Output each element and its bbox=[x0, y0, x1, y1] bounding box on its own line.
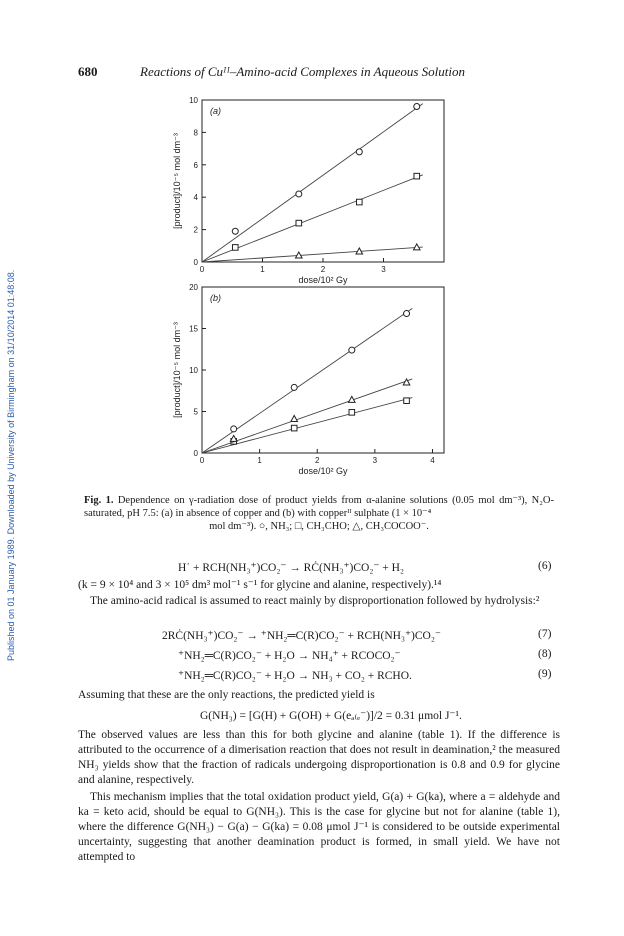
x-tick-label: 3 bbox=[372, 456, 378, 465]
paragraph-radical: The amino-acid radical is assumed to react mainly by disproportionation followed by hydrolysis:² bbox=[90, 595, 540, 607]
paragraph-observed: The observed values are less than this for both glycine and alanine (table 1). If the difference is attributed to the occurrence of a dimerisation reaction that does not result in deamination,² the measured NH₃ yields show that the fraction of radicals undergoing disproportionation is 0.8 and 0.9 for glycine and alanine, respectively. bbox=[78, 729, 560, 786]
data-point-square bbox=[232, 245, 238, 251]
x-tick-label: 3 bbox=[381, 265, 386, 274]
paragraph-rate-constants: (k = 9 × 10⁴ and 3 × 10⁵ dm³ mol⁻¹ s⁻¹ for glycine and alanine, respectively).¹⁴ bbox=[78, 579, 442, 591]
x-tick-label: 0 bbox=[199, 456, 205, 465]
fit-line bbox=[202, 398, 412, 453]
panel-label: (a) bbox=[210, 106, 221, 116]
y-tick-label: 4 bbox=[193, 193, 198, 203]
x-tick-label: 2 bbox=[315, 456, 320, 465]
equation-7: 2RĊ(NH₃⁺)CO₂⁻ → ⁺NH₂═C(R)CO₂⁻ + RCH(NH₃⁺)CO₂⁻ bbox=[162, 630, 441, 642]
data-point-circle bbox=[296, 191, 302, 197]
data-point-square bbox=[349, 410, 355, 416]
running-head: Reactions of Cuᴵᴵ–Amino-acid Complexes in Aqueous Solution bbox=[140, 64, 466, 79]
equation-8-number: (8) bbox=[538, 648, 552, 660]
x-tick-label: 0 bbox=[199, 265, 205, 274]
equation-9: ⁺NH₂═C(R)CO₂⁻ + H₂O → NH₃ + CO₂ + RCHO. bbox=[178, 670, 412, 682]
x-axis-label: dose/10² Gy bbox=[298, 275, 348, 285]
y-tick-label: 15 bbox=[189, 324, 198, 334]
data-point-square bbox=[291, 425, 297, 431]
data-point-square bbox=[414, 173, 420, 179]
y-axis-label: [product]/10⁻⁵ mol dm⁻³ bbox=[172, 133, 182, 229]
y-tick-label: 10 bbox=[189, 96, 198, 105]
chart-panel-b bbox=[150, 283, 450, 483]
caption-text: Dependence on γ-radiation dose of product yields from α-alanine solutions (0.05 mol dm⁻³), N₂O-saturated, pH 7.5: (a) in absence of copper and (b) with copperᴵᴵ sulphate (1 × 10⁻⁴ bbox=[84, 495, 554, 519]
data-point-square bbox=[404, 398, 410, 404]
page-number: 680 bbox=[78, 64, 98, 79]
x-tick-label: 4 bbox=[430, 456, 435, 465]
data-point-circle bbox=[414, 103, 420, 109]
figure-caption bbox=[84, 494, 554, 533]
data-point-circle bbox=[232, 228, 238, 234]
equation-9-number: (9) bbox=[538, 668, 552, 680]
x-tick-label: 1 bbox=[257, 456, 262, 465]
y-tick-label: 0 bbox=[193, 258, 198, 267]
y-axis-label: [product]/10⁻⁵ mol dm⁻³ bbox=[172, 322, 182, 418]
data-point-circle bbox=[349, 347, 355, 353]
equation-7-number: (7) bbox=[538, 628, 552, 640]
y-tick-label: 2 bbox=[193, 225, 198, 235]
paragraph-assuming: Assuming that these are the only reactions, the predicted yield is bbox=[78, 689, 375, 701]
x-tick-label: 2 bbox=[320, 265, 326, 274]
data-point-circle bbox=[291, 384, 297, 390]
caption-legend: mol dm⁻³). ○, NH₃; □, CH₃CHO; △, CH₃COCOO⁻. bbox=[209, 521, 429, 532]
x-axis-label: dose/10² Gy bbox=[298, 466, 348, 476]
equation-6: H˙ + RCH(NH₃⁺)CO₂⁻ → RĊ(NH₃⁺)CO₂⁻ + H₂ bbox=[178, 562, 404, 574]
y-tick-label: 0 bbox=[193, 449, 198, 458]
data-point-circle bbox=[404, 311, 410, 317]
paragraph-mechanism: This mechanism implies that the total oxidation product yield, G(a) + G(ka), where a = aldehyde and ka = keto acid, should be equal to G(NH₃). This is the case for glycine but not for alanine (table 1), where the difference G(NH₃) − G(a) − G(ka) = 0.08 μmol J⁻¹ is considered to be outside experimental uncertainty, suggesting that another deamination product is formed, in small yield. We have not attempted to bbox=[78, 791, 560, 863]
y-tick-label: 8 bbox=[193, 128, 198, 138]
equation-yield: G(NH₃) = [G(H) + G(OH) + G(eₐ₍ₑ⁻)]/2 = 0.31 μmol J⁻¹. bbox=[200, 710, 462, 722]
y-tick-label: 5 bbox=[193, 407, 198, 417]
data-point-circle bbox=[356, 149, 362, 155]
download-watermark: Published on 01 January 1989. Downloaded by University of Birmingham on 31/10/2014 01:48:08. bbox=[6, 269, 16, 661]
y-tick-label: 20 bbox=[189, 283, 198, 292]
data-point-triangle bbox=[291, 415, 298, 421]
chart-panel-a bbox=[150, 90, 450, 290]
fit-line bbox=[202, 379, 412, 453]
equation-8: ⁺NH₂═C(R)CO₂⁻ + H₂O → NH₄⁺ + RCOCO₂⁻ bbox=[178, 650, 401, 662]
caption-label: Fig. 1. bbox=[84, 495, 114, 506]
fit-line bbox=[202, 104, 423, 262]
x-tick-label: 1 bbox=[260, 265, 265, 274]
data-point-square bbox=[296, 220, 302, 226]
y-tick-label: 10 bbox=[189, 366, 198, 375]
y-tick-label: 6 bbox=[193, 160, 198, 170]
equation-6-number: (6) bbox=[538, 560, 552, 572]
data-point-square bbox=[357, 199, 363, 205]
data-point-circle bbox=[231, 426, 237, 432]
panel-label: (b) bbox=[210, 293, 221, 303]
